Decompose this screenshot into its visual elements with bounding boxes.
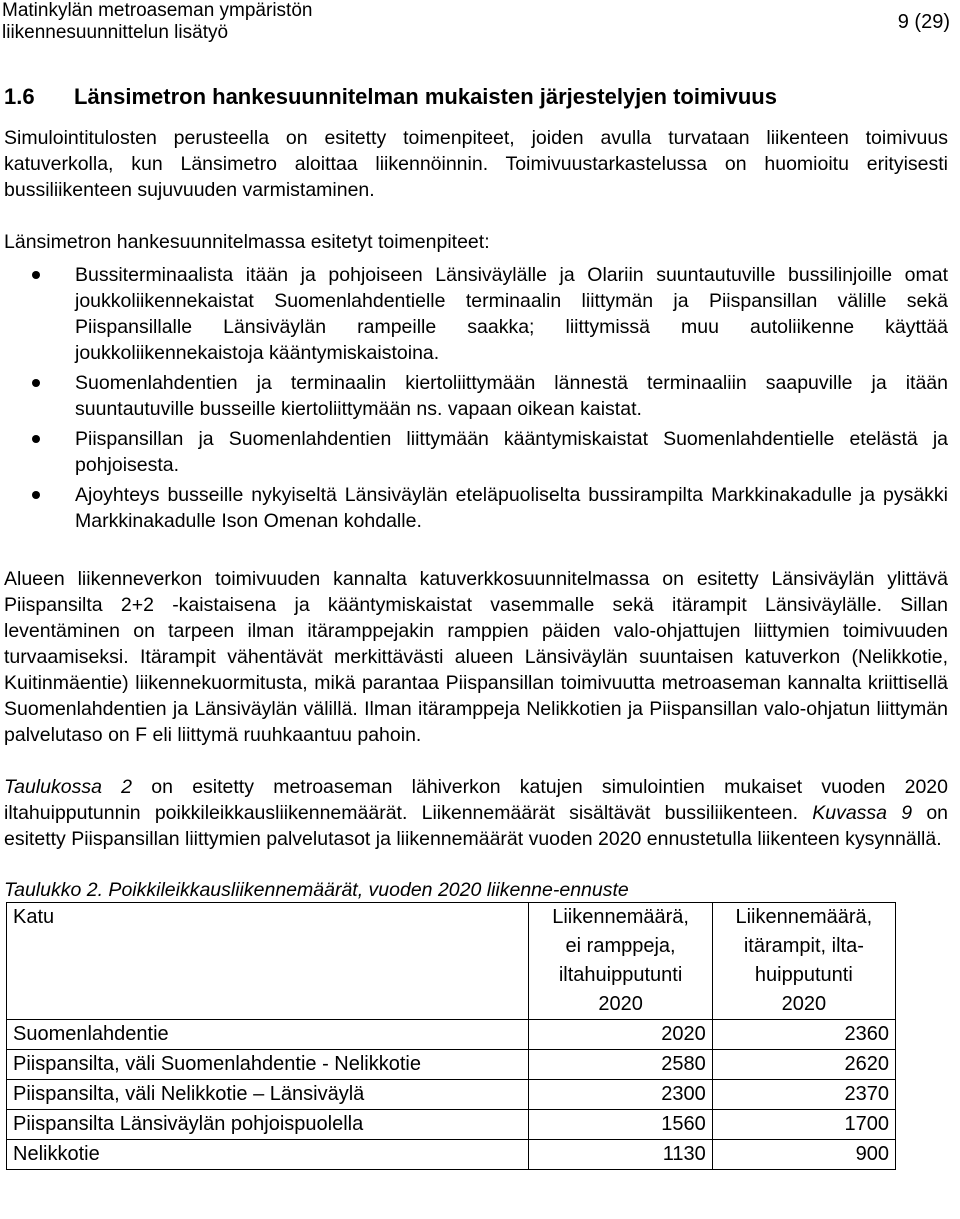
list-item bbox=[4, 482, 948, 534]
header-line: 2020 bbox=[781, 993, 827, 1015]
header-katu: Katu bbox=[7, 903, 529, 1020]
document-title-line2: liikennesuunnittelun lisätyö bbox=[2, 22, 229, 43]
list-item-text: Suomenlahdentien ja terminaalin kiertoliittymään lännestä terminaaliin saapuville ja itään suuntautuville busseille kiertoliittymään ns. vapaan oikean kaistat. bbox=[75, 372, 948, 420]
paragraph-text: on esitetty metroaseman lähiverkon katujen simulointien mukaiset vuoden 2020 iltahuipputunnin poikkileikkausliikennemäärät. Liikennemäärät sisältävät bussiliikenteen. bbox=[4, 776, 948, 824]
cell-katu: Piispansilta, väli Nelikkotie – Länsiväylä bbox=[7, 1080, 529, 1110]
cell-no-ramps: 1130 bbox=[529, 1140, 712, 1170]
header-line: Liikennemäärä, bbox=[552, 906, 689, 928]
header-line: iltahuipputunti bbox=[558, 964, 683, 986]
table-row bbox=[7, 1110, 896, 1140]
list-item bbox=[4, 370, 948, 422]
table-row bbox=[7, 1020, 896, 1050]
bullet-icon bbox=[32, 271, 40, 279]
bullet-icon bbox=[32, 379, 40, 387]
measures-list bbox=[4, 262, 948, 534]
header-line: huipputunti bbox=[754, 964, 853, 986]
traffic-volume-table bbox=[6, 902, 896, 1170]
section-heading bbox=[4, 84, 948, 110]
page-number: 9 (29) bbox=[897, 11, 950, 33]
document-header bbox=[2, 0, 312, 44]
list-item-text: Bussiterminaalista itään ja pohjoiseen Länsiväylälle ja Olariin suuntautuville bussilinjoille omat joukkoliikennekaistat Suomenlahdentielle terminaalin liittymän ja Piispansillan välille sekä Piispansillalle Länsiväylän rampeille saakka; liittymissä muu autoliikenne käyttää joukkoliikennekaistoja kääntymiskaistoina. bbox=[75, 264, 948, 364]
section-number: 1.6 bbox=[4, 84, 35, 109]
cell-katu: Suomenlahdentie bbox=[7, 1020, 529, 1050]
header-line: itärampit, ilta- bbox=[743, 935, 864, 957]
cell-katu: Piispansilta, väli Suomenlahdentie - Nelikkotie bbox=[7, 1050, 529, 1080]
bullet-icon bbox=[32, 435, 40, 443]
measures-intro: Länsimetron hankesuunnitelmassa esitetyt toimenpiteet: bbox=[4, 231, 490, 253]
list-item bbox=[4, 262, 948, 366]
header-east-ramps bbox=[712, 903, 895, 1020]
list-item bbox=[4, 426, 948, 478]
table-row bbox=[7, 1080, 896, 1110]
figure-reference: Kuvassa 9 bbox=[812, 802, 913, 824]
cell-no-ramps: 2300 bbox=[529, 1080, 712, 1110]
table-row bbox=[7, 1050, 896, 1080]
section-title: Länsimetron hankesuunnitelman mukaisten järjestelyjen toimivuus bbox=[74, 84, 777, 109]
paragraph-text: on esitetty Piispansillan liittymien palvelutasot ja liikennemäärät vuoden 2020 ennustetulla liikenteen kysynnällä. bbox=[4, 802, 949, 850]
cell-east-ramps: 1700 bbox=[712, 1110, 895, 1140]
table-caption: Taulukko 2. Poikkileikkausliikennemäärät, vuoden 2020 liikenne-ennuste bbox=[4, 879, 629, 901]
bullet-icon bbox=[32, 491, 40, 499]
cell-katu: Piispansilta Länsiväylän pohjoispuolella bbox=[7, 1110, 529, 1140]
cell-east-ramps: 900 bbox=[712, 1140, 895, 1170]
table-reference: Taulukossa 2 bbox=[4, 776, 133, 798]
cell-no-ramps: 2580 bbox=[529, 1050, 712, 1080]
list-item-text: Ajoyhteys busseille nykyiseltä Länsiväylän eteläpuoliselta bussirampilta Markkinakadulle ja pysäkki Markkinakadulle Ison Omenan kohdalle. bbox=[75, 484, 948, 532]
cell-katu: Nelikkotie bbox=[7, 1140, 529, 1170]
table-reference-paragraph bbox=[4, 774, 948, 852]
header-no-ramps bbox=[529, 903, 712, 1020]
intro-paragraph: Simulointitulosten perusteella on esitetty toimenpiteet, joiden avulla turvataan liikenteen toimivuus katuverkolla, kun Länsimetro aloittaa liikennöinnin. Toimivuustarkastelussa on huomioitu erityisesti bussiliikenteen sujuvuuden varmistaminen. bbox=[4, 127, 948, 201]
list-item-text: Piispansillan ja Suomenlahdentien liittymään kääntymiskaistat Suomenlahdentielle etelästä ja pohjoisesta. bbox=[75, 428, 948, 476]
header-line: Liikennemäärä, bbox=[735, 906, 873, 928]
cell-east-ramps: 2360 bbox=[712, 1020, 895, 1050]
cell-east-ramps: 2620 bbox=[712, 1050, 895, 1080]
cell-east-ramps: 2370 bbox=[712, 1080, 895, 1110]
table-row bbox=[7, 1140, 896, 1170]
page-content bbox=[4, 84, 948, 1170]
header-line: ei ramppeja, bbox=[565, 935, 676, 957]
document-title-line1: Matinkylän metroaseman ympäristön bbox=[2, 0, 313, 21]
cell-no-ramps: 2020 bbox=[529, 1020, 712, 1050]
network-paragraph: Alueen liikenneverkon toimivuuden kannalta katuverkkosuunnitelmassa on esitetty Länsiväylän ylittävä Piispansilta 2+2 -kaistaisena ja kääntymiskaistat vasemmalle sekä itärampit Länsiväylälle. Sillan leventäminen on tarpeen ilman itäramppejakin ramppien päiden valo-ohjattujen liittymien toimivuuden turvaamiseksi. Itärampit vähentävät merkittävästi alueen Länsiväylän suuntaisen katuverkon (Nelikkotie, Kuitinmäentie) liikennekuormitusta, mikä parantaa Piispansillan toimivuutta metroaseman kannalta kriittisellä Suomenlahdentien ja Länsiväylän välillä. Ilman itäramppeja Nelikkotien ja Piispansillan valo-ohjatun liittymän palvelutaso on F eli liittymä ruuhkaantuu pahoin. bbox=[4, 568, 948, 746]
cell-no-ramps: 1560 bbox=[529, 1110, 712, 1140]
header-line: 2020 bbox=[598, 993, 643, 1015]
table-header-row bbox=[7, 903, 896, 1020]
